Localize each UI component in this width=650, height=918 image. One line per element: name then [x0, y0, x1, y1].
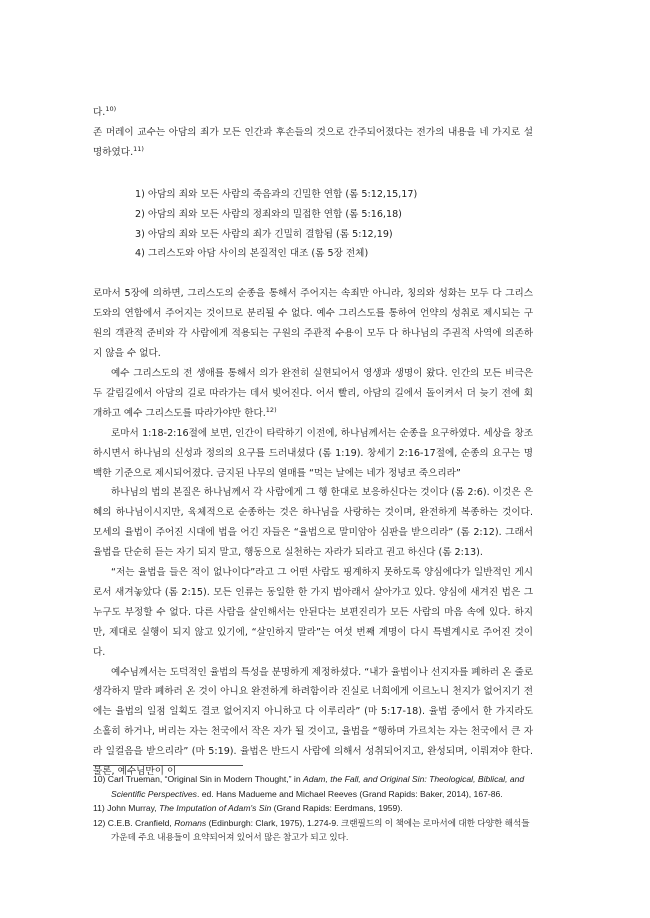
- footnote-text: . ed. Hans Madueme and Michael Reeves (Grand Rapids: Baker, 2014), 167-86.: [196, 788, 503, 799]
- paragraph-text: 존 머레이 교수는 아담의 죄가 모든 인간과 후손들의 것으로 간주되어졌다는 전가의 내용을 네 가지로 설명하였다.: [93, 126, 533, 158]
- paragraph-murray: [93, 123, 533, 163]
- paragraph-text: 예수 그리스도의 전 생애를 통해서 의가 완전히 실현되어서 영생과 생명이 왔다. 인간의 모든 비극은 두 갈림길에서 아담의 길로 따라가는 데서 빚어진다. 어서 빨리, 아담의 길에서 돌이켜서 더 늦기 전에 회개하고 예수 그리스도를 따라가야만 한다.: [93, 367, 533, 419]
- paragraph-romans5: 로마서 5장에 의하면, 그리스도의 순종을 통해서 주어지는 속죄만 아니라, 칭의와 성화는 모두 다 그리스도와의 연합에서 주어지는 것이므로 분리될 수 없다. 예수 그리스도를 통하여 언약의 성취로 제시되는 구원의 객관적 준비와 각 사람에게 적용되는 구원의 주관적 수용이 모두 다 하나님의 주권적 사역에 의존하지 않을 수 없다.: [93, 288, 533, 360]
- footnote-12: [93, 816, 538, 845]
- footnote-text: 10) Carl Trueman, “Original Sin in Modern Thought,” in: [93, 774, 304, 784]
- imputation-list: [93, 185, 533, 265]
- footnote-title: Romans: [174, 817, 207, 828]
- list-item: 2) 아담의 죄와 모든 사람의 정죄와의 밀접한 연합 (롬 5:16,18): [135, 208, 402, 220]
- footnote-text: (Edinburgh: Clark, 1975), 1.274-9. 크랜필드의 이 책에는 로마서에 대한 다양한 해석들 가운데 주요 내용들이 요약되어져 있어서 많은 참고가 되고 있다.: [111, 817, 530, 843]
- footnote-title: Adam, the Fall, and Original Sin: Theological, Biblical, and Scientific Perspectives: [111, 774, 525, 799]
- list-item: 4) 그리스도와 아담 사이의 본질적인 대조 (롬 5장 전체): [135, 248, 369, 260]
- footnote-ref-11: 11): [133, 144, 144, 153]
- footnote-text: 11) John Murray,: [93, 803, 160, 814]
- list-item: 3) 아담의 죄와 모든 사람의 죄가 긴밀히 결합됨 (롬 5:12,19): [135, 228, 393, 240]
- footnote-ref-10: 10): [105, 104, 117, 113]
- footnote-text: (Grand Rapids: Eerdmans, 1959).: [271, 803, 403, 814]
- list-item: 1) 아담의 죄와 모든 사람의 죽음과의 긴밀한 연합 (롬 5:12,15,17): [135, 188, 418, 200]
- footnote-text: 12) C.E.B. Cranfield,: [93, 817, 175, 828]
- paragraph-romans1: 로마서 1:18-2:16절에 보면, 인간이 타락하기 이전에, 하나님께서는 순종을 요구하였다. 세상을 창조하시면서 하나님의 신성과 정의의 요구를 드러내셨다 (롬 1:19). 창세기 2:16-17절에, 순종의 요구는 명백한 기준으로 제시되어졌다. 금지된 나무의 열매를 “먹는 날에는 네가 정녕코 죽으리라”: [93, 427, 533, 479]
- paragraph-law-essence: 하나님의 법의 본질은 하나님께서 각 사람에게 그 행 한대로 보응하신다는 것이다 (롬 2:6). 이것은 은혜의 하나님이시지만, 육체적으로 순종하는 것은 하나님을 사랑하는 것이며, 완전하게 복종하는 것이다. 모세의 율법이 주어진 시대에 법을 어긴 자들은 “율법으로 말미암아 심판을 받으리라” (롬 2:12). 그래서 율법을 단순히 듣는 자기 되지 말고, 행동으로 실천하는 자라가 되라고 권고 하신다 (롬 2:13).: [93, 487, 533, 559]
- footnote-11: [93, 801, 538, 816]
- footnotes: [93, 765, 538, 845]
- paragraph-conscience: “저는 율법을 들은 적이 없나이다”라고 그 어떤 사람도 핑계하지 못하도록 양심에다가 일반적인 게시로서 새겨놓았다 (롬 2:15). 모든 인류는 동일한 한 가지 법아래서 살아가고 있다. 양심에 새겨진 법은 그 누구도 부정할 수 없다. 다른 사람을 살인해서는 안된다는 보편진리가 모든 사람의 마음 속에 있다. 하지만, 제대로 실행이 되지 않고 있기에, “살인하지 말라”는 여섯 번째 계명이 다시 특별계시로 주어진 것이다.: [93, 567, 533, 658]
- paragraph-text: 다.: [93, 107, 106, 118]
- footnote-ref-12: 12): [265, 405, 277, 414]
- paragraph-christ-life: [93, 364, 533, 424]
- footnote-divider: [93, 765, 243, 766]
- footnote-10: [93, 772, 538, 801]
- footnote-title: The Imputation of Adam's Sin: [159, 803, 272, 814]
- body-text: [93, 103, 533, 782]
- paragraph-continuation: [93, 103, 533, 123]
- paragraph-jesus-law: 예수님께서는 도덕적인 율법의 특성을 분명하게 제정하셨다. “내가 율법이나 선지자를 폐하러 온 줄로 생각하지 말라 폐하러 온 것이 아니요 완전하게 하려함이라 진실로 너희에게 이르노니 천지가 없어지기 전에는 율법의 일점 일획도 결코 없어지지 아니하고 다 이루리라” (마 5:17-18). 율법 중에서 한 가지라도 소홀히 하거나, 버리는 자는 천국에서 작은 자가 될 것이고, 율법을 “행하며 가르치는 자는 천국에서 큰 자라 일컬음을 받으리라” (마 5:19). 율법은 반드시 사람에 의해서 성취되어지고, 완성되며, 이뤄져야 한다. 물론, 예수님만이 이: [93, 666, 533, 778]
